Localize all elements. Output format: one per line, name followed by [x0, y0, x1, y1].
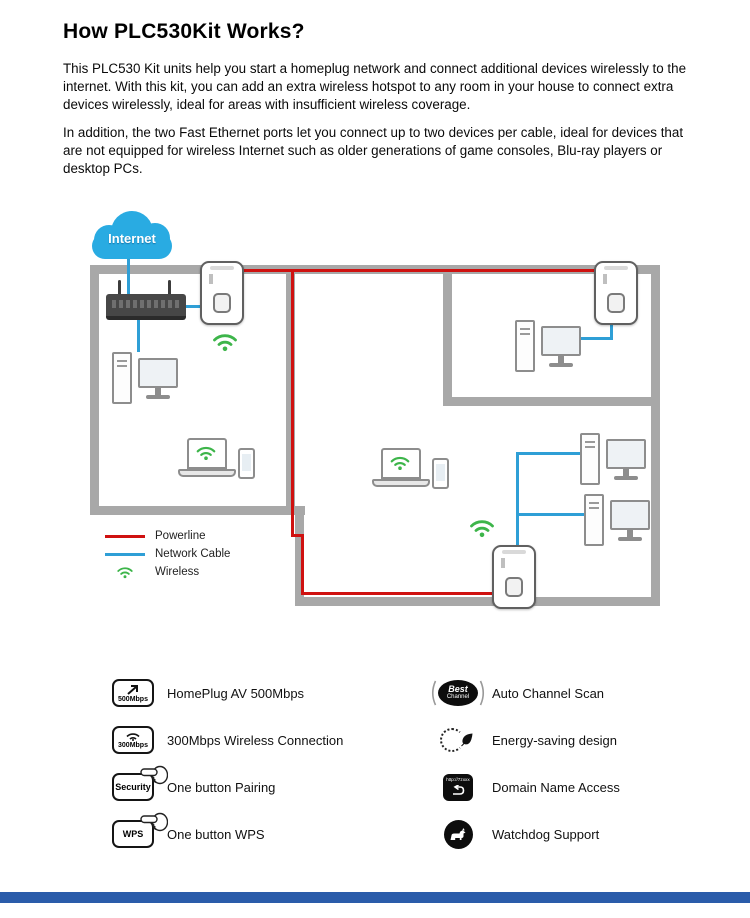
icon-badge-text: Channel [446, 693, 470, 700]
network-cable [516, 452, 519, 547]
powerline-cable [301, 534, 304, 595]
feature-energy-saving [437, 725, 617, 755]
adapter-top [210, 266, 234, 270]
pc-base [614, 476, 638, 480]
footer-bar [0, 892, 750, 903]
icon-frame [112, 773, 154, 801]
desktop-pc [515, 318, 581, 378]
powerline-color-sample [105, 535, 145, 538]
icon-badge-text: Best [448, 683, 468, 694]
legend-label: Powerline [155, 530, 206, 542]
smartphone [432, 458, 449, 489]
legend-network-cable [105, 547, 230, 561]
powerline-adapter-2 [594, 261, 638, 325]
powerline-adapter-3 [492, 545, 536, 609]
pc-tower [112, 352, 132, 404]
adapter-outlet [607, 293, 625, 313]
icon-frame [444, 820, 473, 849]
smartphone [238, 448, 255, 479]
wall-left [90, 265, 99, 515]
router [106, 280, 186, 325]
wireless-icon [211, 331, 239, 352]
feature-label: Energy-saving design [492, 732, 618, 748]
feature-label: Auto Channel Scan [492, 685, 605, 701]
icon-badge-text: 500Mbps [118, 695, 148, 703]
wireless-icon [105, 565, 145, 579]
dog-icon [449, 827, 467, 842]
leaf-icon [459, 732, 474, 747]
pc-base [549, 363, 573, 367]
signal-arc-left [429, 680, 437, 706]
up-arrow-icon [126, 684, 140, 695]
pc-monitor [138, 358, 178, 388]
internet-label: Internet [108, 231, 156, 246]
feature-homeplug-500 [112, 678, 304, 708]
pc-monitor [610, 500, 650, 530]
features-section [0, 670, 750, 870]
network-diagram [0, 205, 750, 670]
adapter-outlet [213, 293, 231, 313]
wps-icon [112, 820, 154, 848]
phone-screen [436, 464, 445, 481]
feature-watchdog-support [437, 819, 599, 849]
legend-powerline [105, 529, 230, 543]
icon-frame [443, 774, 473, 801]
security-pairing-icon [112, 773, 154, 801]
pressing-finger-icon [140, 812, 168, 832]
laptop-base [372, 479, 430, 487]
homeplug-500mbps-icon [112, 679, 154, 707]
powerline-cable [301, 592, 513, 595]
wireless-icon [468, 517, 496, 538]
pc-tower [515, 320, 535, 372]
legend-label: Network Cable [155, 548, 231, 560]
feature-auto-channel-scan [437, 678, 604, 708]
watchdog-icon [437, 820, 479, 849]
desktop-pc [584, 492, 650, 552]
powerline-adapter-1 [200, 261, 244, 325]
wireless-icon [195, 444, 217, 461]
feature-one-button-wps [112, 819, 265, 849]
wall-topright-horizontal [443, 397, 660, 406]
feature-label: One button Pairing [167, 779, 276, 795]
pc-stand [627, 530, 633, 537]
laptop-base [178, 469, 236, 477]
wireless-300mbps-icon [112, 726, 154, 754]
pc-stand [558, 356, 564, 363]
adapter-led [209, 274, 213, 284]
domain-name-icon [437, 774, 479, 801]
page-title: How PLC530Kit Works? [63, 20, 305, 43]
wall-topright-vertical [443, 265, 452, 406]
legend-label: Wireless [155, 566, 200, 578]
energy-saving-icon [437, 725, 479, 755]
feature-label: One button WPS [167, 826, 265, 842]
feature-300mbps-wireless [112, 725, 343, 755]
feature-label: Watchdog Support [492, 826, 600, 842]
feature-label: HomePlug AV 500Mbps [167, 685, 305, 701]
icon-frame [112, 726, 154, 754]
network-cable [516, 452, 582, 455]
powerline-cable [291, 269, 294, 537]
icon-frame [112, 820, 154, 848]
router-body [106, 294, 186, 320]
desktop-pc [112, 350, 178, 410]
icon-badge-text: Security [115, 781, 151, 792]
wall-bottom-left [90, 506, 305, 515]
signal-arc-right [479, 680, 487, 706]
powerline-cable [222, 269, 617, 272]
pc-monitor [541, 326, 581, 356]
pc-stand [155, 388, 161, 395]
best-channel-badge [438, 680, 478, 706]
icon-frame [429, 680, 487, 706]
pc-tower [584, 494, 604, 546]
adapter-top [604, 266, 628, 270]
wall-right [651, 265, 660, 606]
adapter-led [603, 274, 607, 284]
adapter-outlet [505, 577, 523, 597]
wifi-icon [125, 731, 141, 741]
network-cable-color-sample [105, 553, 145, 556]
legend-wireless [105, 565, 230, 579]
network-cable [577, 337, 613, 340]
best-channel-icon [437, 680, 479, 706]
pc-tower [580, 433, 600, 485]
icon-frame [440, 725, 476, 755]
internet-cloud [90, 209, 174, 263]
adapter-top [502, 550, 526, 554]
wall-bottom [295, 597, 660, 606]
wireless-icon [389, 454, 411, 471]
network-cable [516, 513, 586, 516]
feature-label: 300Mbps Wireless Connection [167, 732, 344, 748]
adapter-led [501, 558, 505, 568]
feature-one-button-pairing [112, 772, 275, 802]
icon-badge-text: 300Mbps [118, 742, 148, 749]
feature-domain-name-access [437, 772, 620, 802]
intro-paragraph: This PLC530 Kit units help you start a homeplug network and connect additional devices wirelessly to the internet. With this kit, you can add an extra wireless hotspot to any room in your house to connect extra devices wirelessly, ideal for areas with insufficient wireless coverage. [63, 61, 687, 112]
phone-screen [242, 454, 251, 471]
desktop-pc [580, 431, 646, 491]
pc-monitor [606, 439, 646, 469]
pressing-finger-icon [140, 765, 168, 785]
pc-stand [623, 469, 629, 476]
pc-base [146, 395, 170, 399]
feature-label: Domain Name Access [492, 779, 620, 795]
redirect-arrow-icon [450, 785, 466, 796]
icon-badge-text: WPS [122, 828, 144, 839]
pc-base [618, 537, 642, 541]
icon-frame [112, 679, 154, 707]
icon-badge-text: http://7zxxx [446, 777, 470, 783]
diagram-legend [105, 529, 230, 579]
ethernet-paragraph: In addition, the two Fast Ethernet ports let you connect up to two devices per cable, ideal for devices that are not equipped for wireless Internet such as older generations of game consoles, Blu-ray players or desktop PCs. [63, 125, 684, 176]
